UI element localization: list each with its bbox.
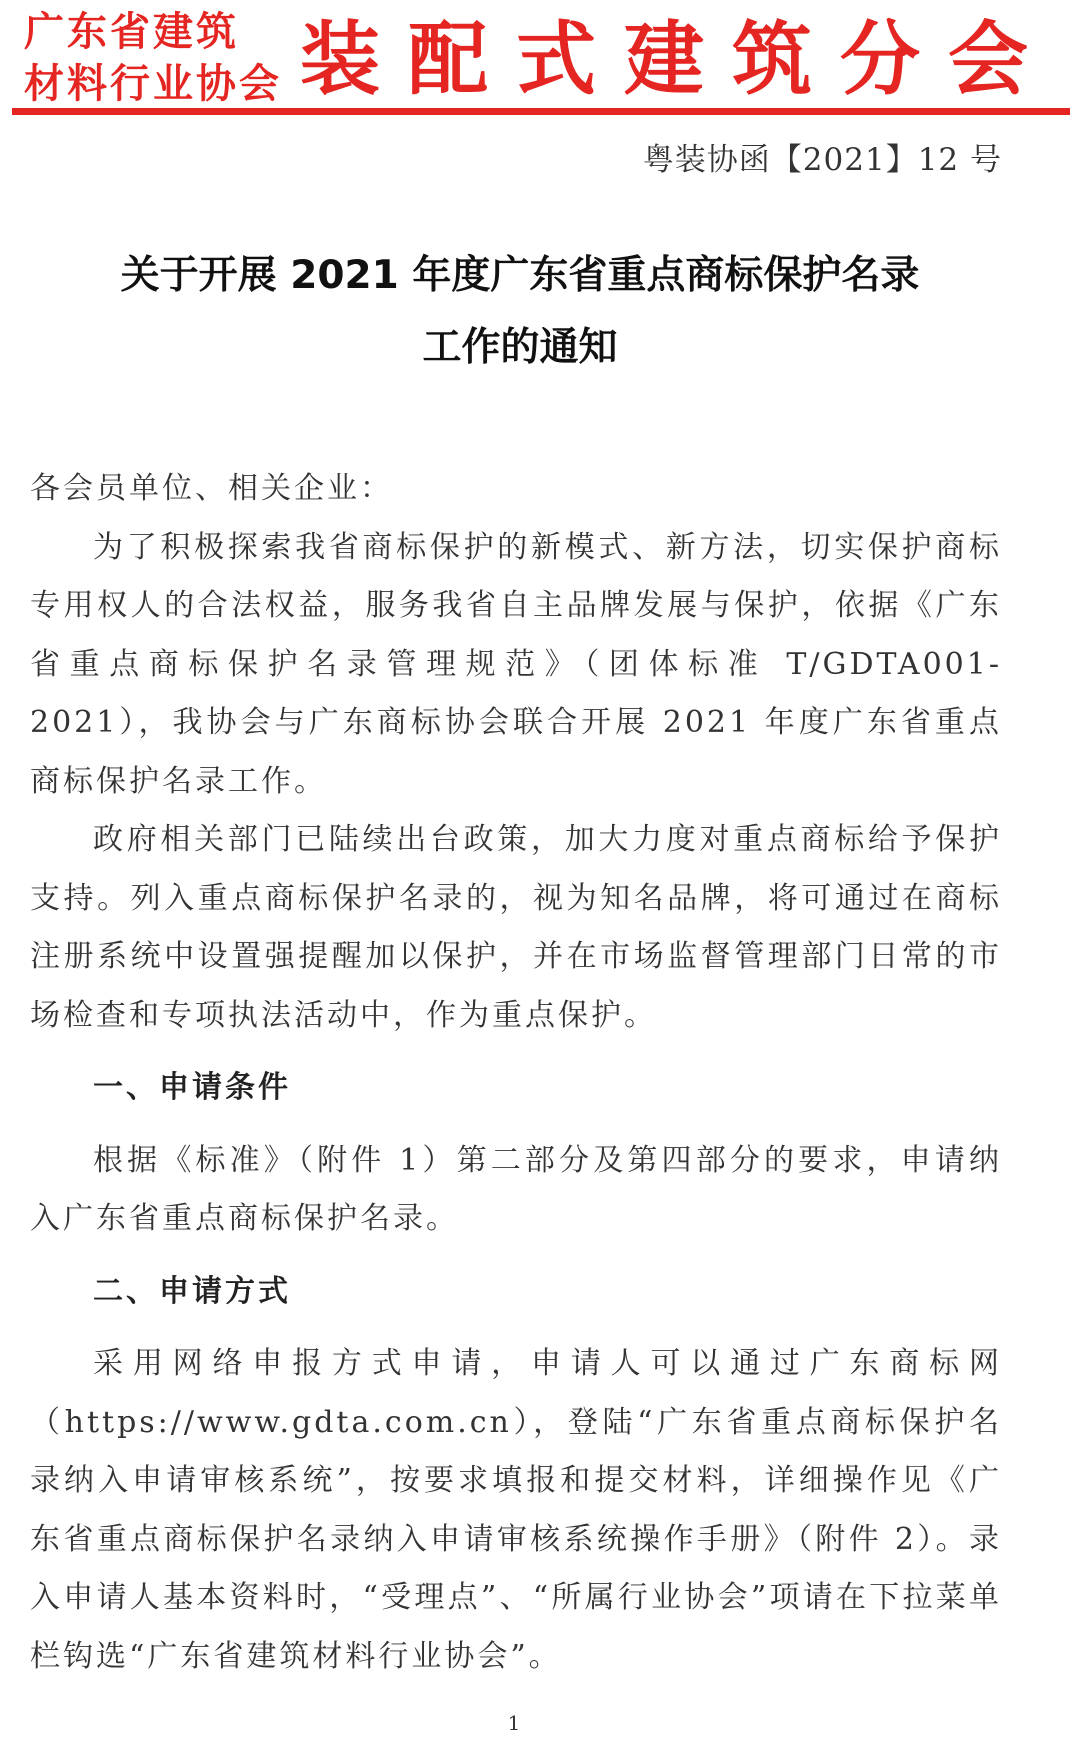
document-title-line1: 关于开展 2021 年度广东省重点商标保护名录 — [120, 253, 920, 298]
document-title — [60, 240, 980, 384]
section-heading-method: 二、申请方式 — [93, 1273, 291, 1309]
document-title-line2: 工作的通知 — [422, 325, 618, 370]
paragraph-purpose: 为了积极探索我省商标保护的新模式、新方法，切实保护商标专用权人的合法权益，服务我省自主品牌发展与保护，依据《广东省重点商标保护名录管理规范》（团体标准 T/GDTA001-2021），我协会与广东商标协会联合开展 2021 年度广东省重点商标保护名录工作。 — [30, 529, 1002, 799]
salutation: 各会员单位、相关企业： — [30, 471, 393, 506]
document-number: 粤装协函【2021】12 号 — [642, 142, 1002, 178]
section-heading-conditions: 一、申请条件 — [93, 1070, 291, 1105]
paragraph-policy: 政府相关部门已陆续出台政策，加大力度对重点商标给予保护支持。列入重点商标保护名录的，视为知名品牌，将可通过在商标注册系统中设置强提醒加以保护，并在市场监督管理部门日常的市场检查和专项执法活动中，作为重点保护。 — [30, 822, 1002, 1033]
association-name-line1: 广东省建筑 — [24, 9, 239, 55]
letterhead-red-rule — [12, 108, 1070, 115]
document-body — [30, 460, 1002, 1686]
association-name-line2: 材料行业协会 — [24, 61, 282, 107]
association-name — [24, 6, 284, 110]
paragraph-method: 采用网络申报方式申请，申请人可以通过广东商标网（https://www.gdta.com.cn），登陆“广东省重点商标保护名录纳入申请审核系统”，按要求填报和提交材料，详细操作见《广东省重点商标保护名录纳入申请审核系统操作手册》（附件 2）。录入申请人基本资料时，“受理点”、“所属行业协会”项请在下拉菜单栏钩选“广东省建筑材料行业协会”。 — [30, 1346, 1002, 1674]
page-number: 1 — [507, 1711, 521, 1735]
letterhead — [0, 0, 1080, 125]
paragraph-conditions: 根据《标准》（附件 1）第二部分及第四部分的要求，申请纳入广东省重点商标保护名录。 — [30, 1142, 1002, 1236]
branch-name: 装配式建筑分会 — [300, 13, 1056, 106]
